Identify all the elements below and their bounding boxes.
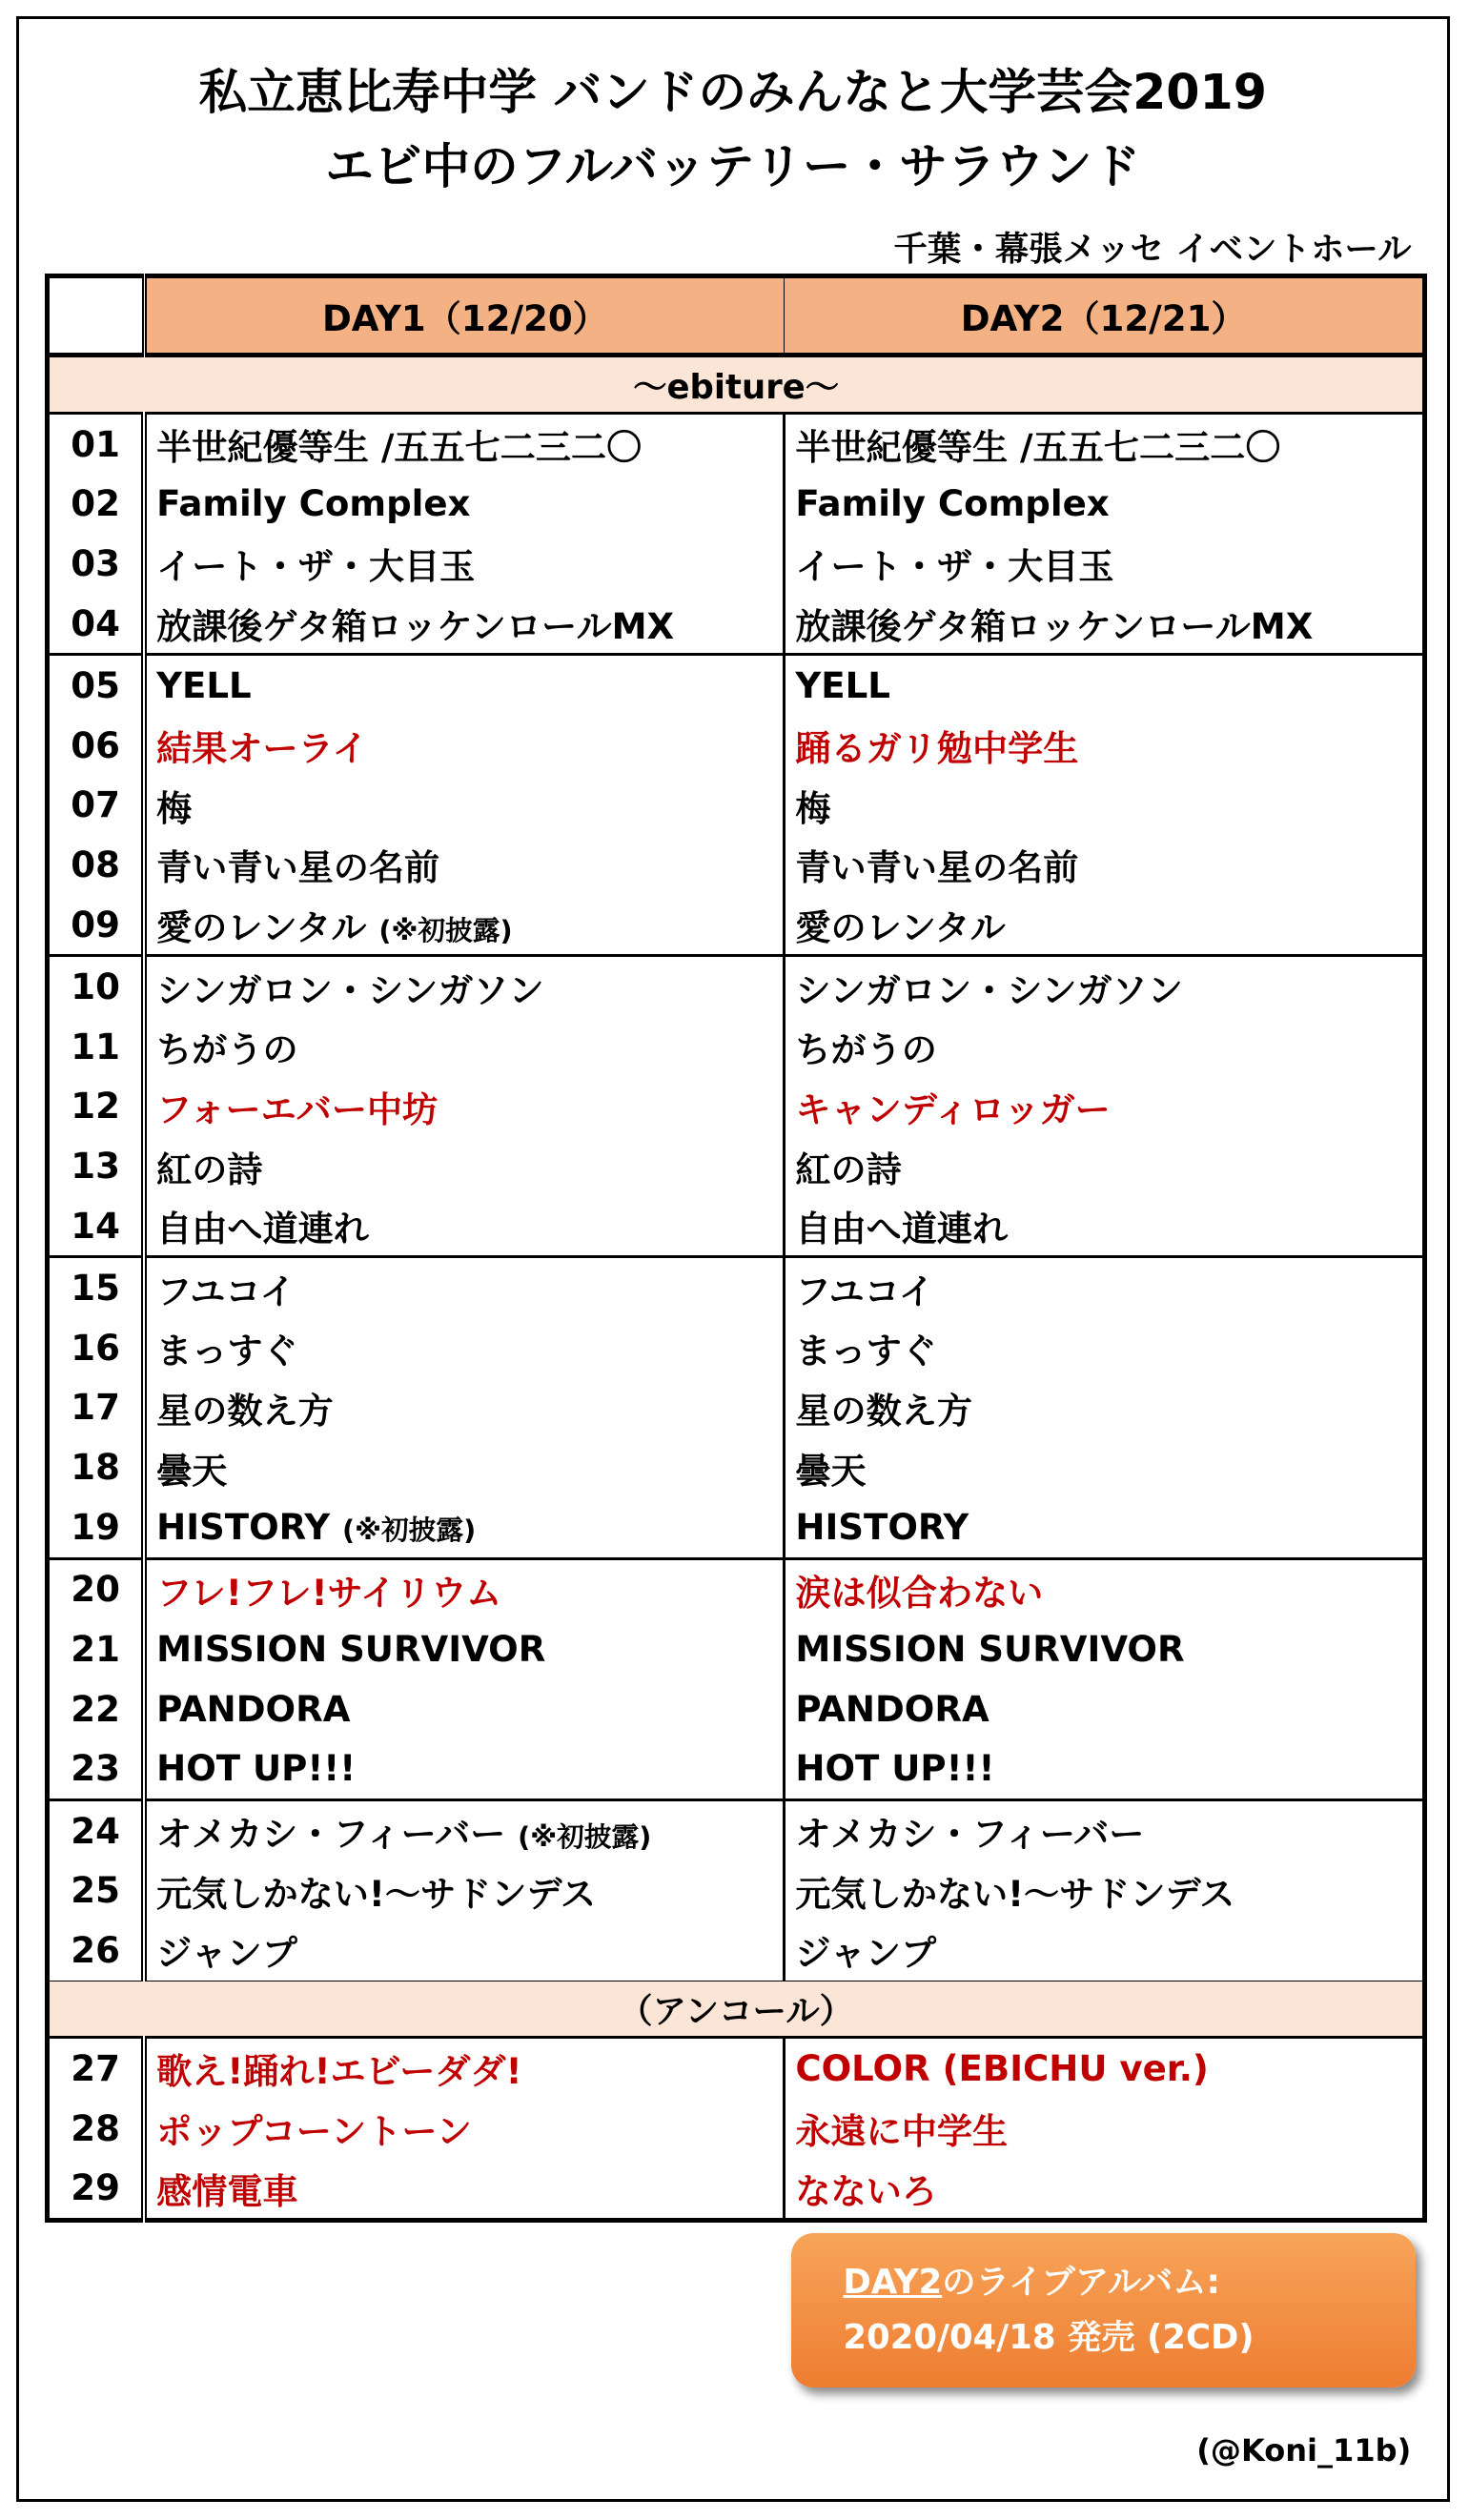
debut-note: (※初披露)	[378, 914, 513, 947]
song-number: 09	[48, 895, 144, 956]
table-row	[48, 1920, 1425, 1981]
song-number: 14	[48, 1196, 144, 1257]
song-number: 21	[48, 1619, 144, 1679]
day2-song: 自由へ道連れ	[795, 1209, 1009, 1250]
day2-song: 涙は似合わない	[785, 1558, 1425, 1619]
day2-song: 踊るガリ勉中学生	[795, 728, 1079, 770]
day2-song: イート・ザ・大目玉	[795, 546, 1114, 588]
table-row	[48, 1257, 1425, 1318]
day2-song: まっすぐ	[795, 1331, 937, 1372]
song-number: 01	[48, 413, 144, 474]
corner-cell	[48, 275, 144, 355]
song-number: 17	[48, 1378, 144, 1438]
day1-song-title: 半世紀優等生 /五五七二三二〇	[156, 427, 643, 469]
table-row	[48, 1077, 1425, 1137]
day1-song	[144, 1619, 785, 1679]
song-number: 16	[48, 1318, 144, 1378]
day1-song-title: ちがうの	[156, 1029, 298, 1071]
day1-song-title: 梅	[156, 787, 193, 829]
venue-label: 千葉・幕張メッセ イベントホール	[893, 229, 1412, 269]
day2-song: HISTORY	[795, 1506, 969, 1548]
page-subtitle: エビ中のフルバッテリー・サラウンド	[325, 137, 1141, 194]
page-title: 私立恵比寿中学 バンドのみんなと大学芸会2019	[198, 64, 1267, 120]
day1-song-title: 放課後ゲタ箱ロッケンロールMX	[156, 606, 675, 648]
table-row	[48, 716, 1425, 776]
day1-song-title: YELL	[156, 665, 252, 707]
table-row	[48, 1318, 1425, 1378]
day2-song: PANDORA	[795, 1688, 990, 1730]
song-number: 24	[48, 1799, 144, 1860]
debut-note: (※初披露)	[342, 1513, 477, 1546]
table-row	[48, 1196, 1425, 1257]
day1-song	[144, 1497, 785, 1558]
day1-song-title: まっすぐ	[156, 1331, 298, 1372]
day1-song-title: フォーエバー中坊	[156, 1088, 439, 1130]
table-row	[48, 534, 1425, 594]
setlist-body	[48, 413, 1425, 2220]
day1-song-title: シンガロン・シンガソン	[156, 969, 544, 1011]
day1-song-title: HISTORY	[156, 1506, 331, 1548]
day2-song: 紅の詩	[795, 1148, 902, 1190]
day1-song	[144, 956, 785, 1017]
day1-song-title: 星の数え方	[156, 1390, 334, 1432]
table-row	[48, 1437, 1425, 1497]
day1-song	[144, 1437, 785, 1497]
day1-song	[144, 716, 785, 776]
song-number: 15	[48, 1257, 144, 1318]
song-number: 23	[48, 1738, 144, 1799]
day1-song	[144, 1738, 785, 1799]
album-title: のライブアルバム:	[942, 2263, 1220, 2303]
day2-song: フユコイ	[785, 1257, 1425, 1318]
day1-song-title: ジャンプ	[156, 1933, 297, 1975]
table-row	[48, 2099, 1425, 2159]
author-credit: (@Koni_11b)	[1196, 2431, 1412, 2469]
day1-song-title: 結果オーライ	[156, 728, 368, 770]
day1-song-title: HOT UP!!!	[156, 1748, 357, 1790]
day1-song	[144, 1920, 785, 1981]
day2-song: 愛のレンタル	[795, 907, 1006, 949]
day2-song: Family Complex	[795, 483, 1110, 525]
day2-song: 半世紀優等生 /五五七二三二〇	[795, 427, 1281, 469]
day2-song: ジャンプ	[795, 1933, 937, 1975]
day1-song-title: 紅の詩	[156, 1148, 263, 1190]
day1-header: DAY1（12/20）	[144, 275, 785, 355]
day1-song-title: フユコイ	[156, 1270, 296, 1312]
day2-song: 曇天	[795, 1450, 867, 1492]
table-row	[48, 956, 1425, 1017]
day1-song	[144, 2158, 785, 2220]
table-row	[48, 1679, 1425, 1739]
day1-song	[144, 1017, 785, 1077]
day1-song-title: MISSION SURVIVOR	[156, 1628, 546, 1670]
day1-song-title: フレ!フレ!サイリウム	[156, 1572, 502, 1614]
day2-song: COLOR (EBICHU ver.)	[795, 2047, 1209, 2089]
day1-song-title: 自由へ道連れ	[156, 1209, 369, 1250]
day1-song	[144, 1861, 785, 1921]
day2-song: シンガロン・シンガソン	[785, 956, 1425, 1017]
day1-song-title: Family Complex	[156, 483, 471, 525]
song-number: 12	[48, 1077, 144, 1137]
day2-song: 放課後ゲタ箱ロッケンロールMX	[795, 606, 1314, 648]
day1-song	[144, 1799, 785, 1860]
table-row	[48, 2158, 1425, 2220]
day1-song	[144, 2038, 785, 2099]
table-row	[48, 655, 1425, 716]
day1-song-title: 感情電車	[156, 2170, 298, 2212]
song-number: 26	[48, 1920, 144, 1981]
song-number: 29	[48, 2158, 144, 2220]
encore-section-header: （アンコール）	[48, 1981, 1425, 2037]
table-row	[48, 1378, 1425, 1438]
song-number: 27	[48, 2038, 144, 2099]
table-row	[48, 1861, 1425, 1921]
day1-song	[144, 1196, 785, 1257]
table-row	[48, 895, 1425, 956]
table-row	[48, 1619, 1425, 1679]
song-number: 08	[48, 835, 144, 895]
song-number: 02	[48, 475, 144, 535]
day2-song: MISSION SURVIVOR	[795, 1628, 1185, 1670]
song-number: 05	[48, 655, 144, 716]
day1-song-title: 青い青い星の名前	[156, 847, 440, 889]
table-row	[48, 1136, 1425, 1196]
day1-song-title: イート・ザ・大目玉	[156, 546, 476, 588]
song-number: 07	[48, 776, 144, 836]
song-number: 03	[48, 534, 144, 594]
song-number: 06	[48, 716, 144, 776]
day1-song	[144, 1679, 785, 1739]
table-row	[48, 835, 1425, 895]
day1-song-title: ポップコーントーン	[156, 2111, 472, 2153]
song-number: 19	[48, 1497, 144, 1558]
day1-song	[144, 1378, 785, 1438]
song-number: 04	[48, 594, 144, 655]
day1-song-title: オメカシ・フィーバー	[156, 1814, 506, 1856]
live-album-button[interactable]	[791, 2233, 1416, 2388]
day1-song-title: PANDORA	[156, 1688, 351, 1730]
song-number: 13	[48, 1136, 144, 1196]
day2-song: 星の数え方	[795, 1390, 973, 1432]
day1-song	[144, 776, 785, 836]
song-number: 25	[48, 1861, 144, 1921]
table-row	[48, 1738, 1425, 1799]
table-row	[48, 475, 1425, 535]
day1-song	[144, 1558, 785, 1619]
day1-song	[144, 1136, 785, 1196]
album-day-label: DAY2	[843, 2263, 943, 2303]
song-number: 20	[48, 1558, 144, 1619]
day1-song	[144, 1318, 785, 1378]
day2-header: DAY2（12/21）	[785, 275, 1425, 355]
day1-song-title: 曇天	[156, 1450, 228, 1492]
day1-song-title: 歌え!踊れ!エビーダダ!	[156, 2051, 522, 2093]
song-number: 11	[48, 1017, 144, 1077]
album-line1	[843, 2255, 1416, 2309]
song-number: 10	[48, 956, 144, 1017]
table-row	[48, 1017, 1425, 1077]
song-number: 28	[48, 2099, 144, 2159]
day1-song	[144, 2099, 785, 2159]
day1-song	[144, 594, 785, 655]
day2-song: YELL	[785, 655, 1425, 716]
table-row	[48, 594, 1425, 655]
day2-song: なないろ	[795, 2170, 937, 2212]
day1-song	[144, 413, 785, 474]
day2-song: キャンディロッガー	[795, 1088, 1111, 1130]
table-row	[48, 1558, 1425, 1619]
day1-song-title: 元気しかない!～サドンデス	[156, 1873, 597, 1915]
day2-song: 永遠に中学生	[795, 2111, 1009, 2153]
table-row	[48, 413, 1425, 474]
day2-song: 梅	[795, 787, 831, 829]
day2-song: ちがうの	[795, 1029, 937, 1071]
day1-song	[144, 534, 785, 594]
day1-song	[144, 1077, 785, 1137]
table-row	[48, 2038, 1425, 2099]
song-number: 22	[48, 1679, 144, 1739]
day2-song: 元気しかない!～サドンデス	[795, 1873, 1235, 1915]
day1-song	[144, 835, 785, 895]
table-row	[48, 1799, 1425, 1860]
day1-song-title: 愛のレンタル	[156, 907, 367, 949]
day2-song: 青い青い星の名前	[795, 847, 1079, 889]
album-release: 2020/04/18 発売 (2CD)	[843, 2317, 1255, 2357]
song-number: 18	[48, 1437, 144, 1497]
day1-song	[144, 655, 785, 716]
setlist-table	[45, 274, 1427, 2223]
day1-song	[144, 895, 785, 956]
day2-song: オメカシ・フィーバー	[785, 1799, 1425, 1860]
debut-note: (※初披露)	[518, 1820, 652, 1854]
day1-song	[144, 475, 785, 535]
day2-song: HOT UP!!!	[795, 1748, 995, 1790]
table-row	[48, 1497, 1425, 1558]
opening-section-header: ～ebiture～	[48, 355, 1425, 413]
table-row	[48, 776, 1425, 836]
day1-song	[144, 1257, 785, 1318]
